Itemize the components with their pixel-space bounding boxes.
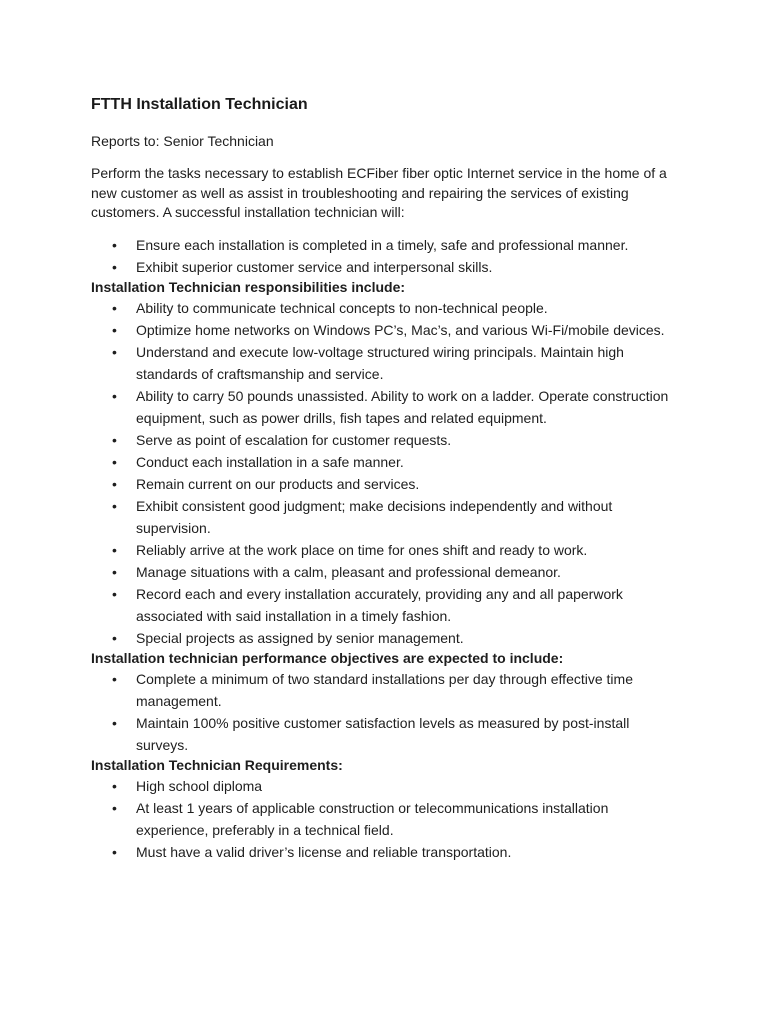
list-item (91, 668, 680, 712)
responsibilities-list (91, 297, 680, 649)
bullet-icon: • (112, 343, 117, 360)
section-heading: Installation Technician responsibilities include: (91, 278, 406, 295)
bullet-icon: • (112, 497, 117, 514)
performance-objectives-section (91, 649, 680, 756)
bullet-icon: • (112, 299, 117, 316)
list-item-text: Understand and execute low-voltage structured wiring principals. Maintain high standards of craftsmanship and service. (136, 343, 624, 382)
list-item-text: Complete a minimum of two standard installations per day through effective time management. (136, 670, 633, 709)
list-item-text: Ability to communicate technical concepts to non-technical people. (136, 299, 548, 316)
list-item (91, 797, 680, 841)
bullet-icon: • (112, 843, 117, 860)
list-item-text: Conduct each installation in a safe manner. (136, 453, 404, 470)
list-item-text: Maintain 100% positive customer satisfaction levels as measured by post-install surveys. (136, 714, 630, 753)
reports-to-line: Reports to: Senior Technician (91, 133, 274, 149)
list-item (91, 429, 680, 451)
list-item (91, 712, 680, 756)
list-item (91, 451, 680, 473)
bullet-icon: • (112, 475, 117, 492)
requirements-list (91, 775, 680, 863)
intro-paragraph: Perform the tasks necessary to establish ECFiber fiber optic Internet service in the home of a new customer as well as assist in troubleshooting and repairing the services of existing customers. A successful installation technician will: (91, 165, 667, 220)
list-item (91, 561, 680, 583)
bullet-icon: • (112, 236, 117, 253)
list-item (91, 297, 680, 319)
list-item-text: Manage situations with a calm, pleasant and professional demeanor. (136, 563, 561, 580)
list-item-text: Optimize home networks on Windows PC’s, Mac’s, and various Wi-Fi/mobile devices. (136, 321, 665, 338)
section-heading: Installation technician performance objectives are expected to include: (91, 649, 564, 666)
list-item (91, 473, 680, 495)
list-item (91, 841, 680, 863)
list-item (91, 627, 680, 649)
bullet-icon: • (112, 670, 117, 687)
responsibilities-section (91, 278, 680, 649)
section-heading: Installation Technician Requirements: (91, 756, 343, 773)
list-item (91, 341, 680, 385)
list-item-text: Exhibit consistent good judgment; make decisions independently and without supervision. (136, 497, 613, 536)
document-title: FTTH Installation Technician (91, 96, 308, 113)
bullet-icon: • (112, 258, 117, 275)
list-item-text: Ensure each installation is completed in a timely, safe and professional manner. (136, 236, 629, 253)
list-item (91, 256, 680, 278)
bullet-icon: • (112, 387, 117, 404)
bullet-icon: • (112, 777, 117, 794)
list-item-text: At least 1 years of applicable construction or telecommunications installation experience, preferably in a technical field. (136, 799, 609, 838)
list-item (91, 775, 680, 797)
list-item-text: Record each and every installation accurately, providing any and all paperwork associated with said installation in a timely fashion. (136, 585, 623, 624)
list-item-text: Exhibit superior customer service and interpersonal skills. (136, 258, 493, 275)
list-item-text: Reliably arrive at the work place on time for ones shift and ready to work. (136, 541, 588, 558)
bullet-icon: • (112, 453, 117, 470)
bullet-icon: • (112, 629, 117, 646)
bullet-icon: • (112, 714, 117, 731)
list-item-text: Must have a valid driver’s license and reliable transportation. (136, 843, 512, 860)
performance-objectives-list (91, 668, 680, 756)
bullet-icon: • (112, 563, 117, 580)
requirements-section (91, 756, 680, 863)
list-item (91, 495, 680, 539)
bullet-icon: • (112, 431, 117, 448)
bullet-icon: • (112, 541, 117, 558)
list-item-text: Serve as point of escalation for customer requests. (136, 431, 452, 448)
list-item (91, 539, 680, 561)
bullet-icon: • (112, 321, 117, 338)
list-item-text: Special projects as assigned by senior management. (136, 629, 464, 646)
list-item-text: High school diploma (136, 777, 263, 794)
list-item-text: Ability to carry 50 pounds unassisted. Ability to work on a ladder. Operate construction equipment, such as power drills, fish tapes and related equipment. (136, 387, 669, 426)
list-item (91, 385, 680, 429)
list-item-text: Remain current on our products and services. (136, 475, 420, 492)
list-item (91, 234, 680, 256)
bullet-icon: • (112, 799, 117, 816)
intro-bullet-list (91, 234, 680, 278)
list-item (91, 583, 680, 627)
list-item (91, 319, 680, 341)
bullet-icon: • (112, 585, 117, 602)
